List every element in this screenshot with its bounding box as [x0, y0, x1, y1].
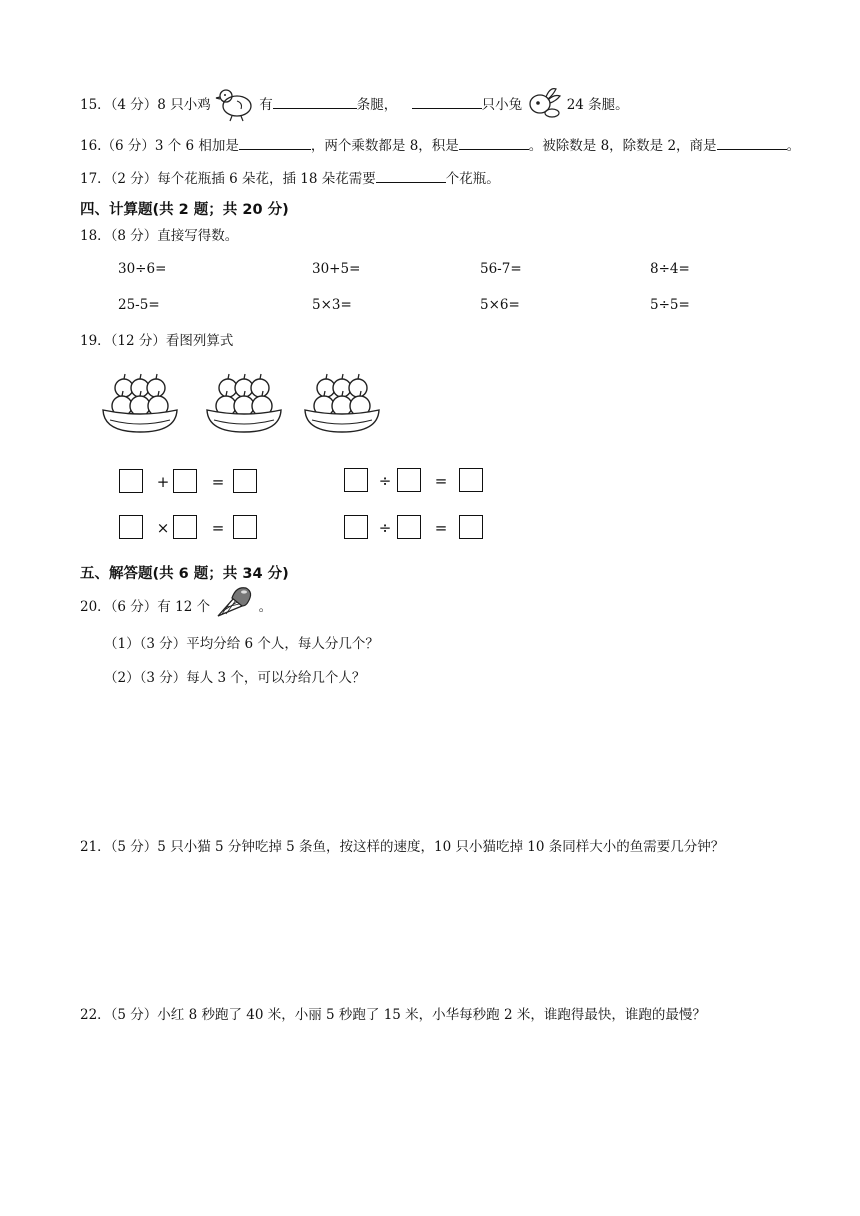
question-19: 19．（12 分）看图列算式 — [80, 333, 234, 349]
question-18: 18．（8 分）直接写得数。 — [80, 228, 239, 244]
calc-item: 30÷6= — [118, 261, 167, 277]
apple-bowl-icon — [302, 370, 382, 436]
answer-blank-rabbits[interactable] — [412, 94, 482, 109]
question-20 — [80, 597, 272, 618]
question-20-part-1: （1）（3 分）平均分给 6 个人，每人分几个？ — [104, 636, 379, 652]
answer-blank-vases[interactable] — [376, 168, 446, 183]
calc-item: 5÷5= — [650, 297, 690, 313]
q20-suffix: 。 — [258, 599, 273, 615]
answer-box[interactable] — [173, 469, 197, 493]
apple-bowl-icon — [204, 370, 284, 436]
equals-sign: = — [211, 473, 225, 491]
section-5-heading: 五、解答题(共 6 题；共 34 分) — [80, 566, 289, 582]
q16-prefix: 16.（6 分）3 个 6 相加是 — [80, 138, 239, 154]
calc-item: 25-5= — [118, 297, 160, 313]
section-4-heading: 四、计算题(共 2 题；共 20 分) — [80, 202, 289, 218]
answer-box[interactable] — [119, 515, 143, 539]
question-20-part-2: （2）（3 分）每人 3 个，可以分给几个人？ — [104, 670, 366, 686]
answer-box[interactable] — [233, 469, 257, 493]
answer-box[interactable] — [233, 515, 257, 539]
q16-suffix: 。 — [786, 138, 801, 154]
times-sign: × — [156, 519, 170, 537]
q15-mid2: 条腿， — [356, 97, 398, 113]
q15-mid1: 有 — [259, 97, 273, 113]
equals-sign: = — [434, 472, 448, 490]
q15-prefix: 15．（4 分）8 只小鸡 — [80, 97, 211, 113]
answer-box[interactable] — [119, 469, 143, 493]
question-16 — [80, 135, 800, 156]
calc-item: 5×3= — [312, 297, 352, 313]
answer-box[interactable] — [397, 515, 421, 539]
answer-box[interactable] — [173, 515, 197, 539]
answer-box[interactable] — [459, 515, 483, 539]
divide-sign: ÷ — [378, 519, 392, 537]
divide-sign: ÷ — [378, 472, 392, 490]
answer-box[interactable] — [344, 468, 368, 492]
equals-sign: = — [434, 519, 448, 537]
q17-suffix: 个花瓶。 — [445, 171, 500, 187]
answer-box[interactable] — [459, 468, 483, 492]
ice-cream-cone-icon — [214, 598, 254, 618]
question-17 — [80, 168, 500, 189]
q15-mid3: 只小兔 — [481, 97, 523, 113]
apple-bowl-icon — [100, 370, 180, 436]
q20-prefix: 20．（6 分）有 12 个 — [80, 599, 211, 615]
answer-blank-quotient[interactable] — [717, 135, 787, 150]
q15-suffix: 24 条腿。 — [566, 97, 629, 113]
answer-box[interactable] — [397, 468, 421, 492]
equals-sign: = — [211, 519, 225, 537]
question-22: 22．（5 分）小红 8 秒跑了 40 米，小丽 5 秒跑了 15 米，小华每秒跑 2 米，谁跑得最快，谁跑的最慢？ — [80, 1007, 706, 1023]
q17-prefix: 17．（2 分）每个花瓶插 6 朵花，插 18 朵花需要 — [80, 171, 376, 187]
answer-blank-sum[interactable] — [239, 135, 311, 150]
question-15 — [80, 94, 629, 116]
calc-item: 30+5= — [312, 261, 361, 277]
q16-mid2: 。被除数是 8，除数是 2，商是 — [528, 138, 717, 154]
answer-blank-legs[interactable] — [273, 94, 357, 109]
answer-blank-product[interactable] — [459, 135, 529, 150]
rabbit-icon — [526, 96, 562, 116]
calc-item: 56-7= — [480, 261, 522, 277]
plus-sign: + — [156, 473, 170, 491]
calc-item: 8÷4= — [650, 261, 690, 277]
calc-item: 5×6= — [480, 297, 520, 313]
answer-box[interactable] — [344, 515, 368, 539]
question-21: 21．（5 分）5 只小猫 5 分钟吃掉 5 条鱼，按这样的速度，10 只小猫吃掉 10 条同样大小的鱼需要几分钟？ — [80, 839, 725, 855]
q16-mid1: ，两个乘数都是 8，积是 — [310, 138, 459, 154]
chick-icon — [215, 96, 255, 116]
